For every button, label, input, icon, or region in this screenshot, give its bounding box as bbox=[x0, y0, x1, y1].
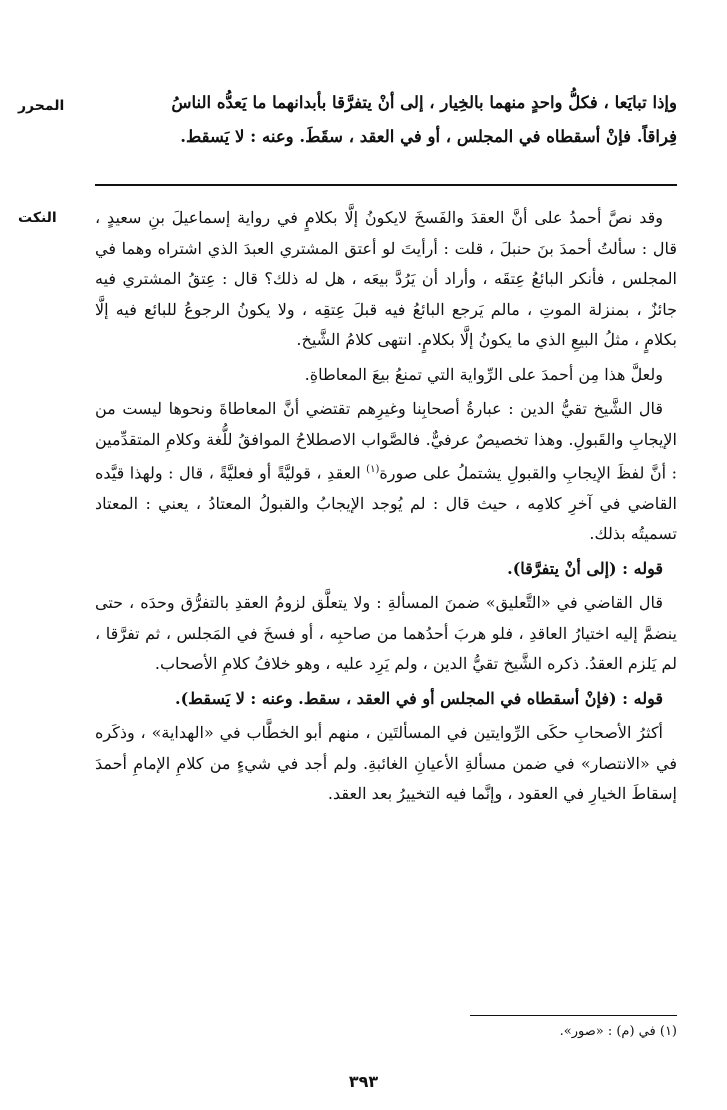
paragraph bbox=[95, 394, 677, 550]
margin-label-muharrar: المحرر bbox=[18, 98, 65, 114]
commentary-text bbox=[95, 203, 677, 810]
quote-heading: قوله : (فإنْ أسقطاه في المجلس أو في العقد ، سقط. وعنه : لا يَسقط). bbox=[175, 688, 663, 708]
paragraph-text: قال الشَّيخ تقيُّ الدين : عبارةُ أصحابِنا وغيرِهم تقتضي أنَّ المعاطاةَ ونحوها ليست من الإيجابِ والقَبولِ. وهذا تخصيصٌ عرفيٌّ. فالصَّواب الاصطلاحُ الموافقُ للُّغة وكلامِ المتقدِّمين : أنَّ لفظَ الإيجابِ والقبولِ يشتملُ على صورة bbox=[95, 399, 677, 483]
paragraph: ولعلَّ هذا مِن أحمدَ على الرِّواية التي تمنعُ بيعَ المعاطاةِ. bbox=[304, 364, 663, 384]
section-divider bbox=[95, 184, 677, 186]
matn-text bbox=[95, 86, 677, 154]
matn-line: فِراقاً. فإنْ أسقطاه في المجلس ، أو في العقد ، سقَطَ. وعنه : لا يَسقط. bbox=[180, 127, 677, 146]
paragraph: أكثرُ الأصحابِ حكَى الرِّوايتين في المسألتَين ، منهم أبو الخطَّاب في «الهداية» ، وذكَره في «الانتصار» في ضمن مسألةِ الأعيانِ الغائبةِ. ولم أجد في شيءٍ من كلامِ الإمامِ أحمدَ إسقاطَ الخيارِ في العقود ، وإنَّما فيه التخييرُ بعد العقد. bbox=[95, 723, 678, 804]
quote-heading: قوله : (إلى أنْ يتفرَّقا). bbox=[507, 558, 663, 578]
page-number: ٣٩٣ bbox=[348, 1072, 379, 1091]
matn-line: وإذا تبايَعا ، فكلُّ واحدٍ منهما بالخِيار ، إلى أنْ يتفرَّقا بأبدانهما ما يَعدُّه الناسُ bbox=[171, 93, 677, 112]
paragraph: وقد نصَّ أحمدُ على أنَّ العقدَ والفَسخَ لايكونُ إلَّا بكلامٍ في رواية إسماعيلَ بنِ سعيدٍ ، قال : سألتُ أحمدَ بنَ حنبلَ ، قلت : أرأيتَ لو أعتق المشتري العبدَ الذي اشتراه وهما في المجلس ، فأنكر البائعُ عِتقَه ، وأراد أن يَرُدَّ بيعَه ، هل له ذلك؟ قال : عِتقُ المشتري فيه جائزٌ ، بمنزلة الموتِ ، مالم يَرجع البائعُ فيه قبلَ عِتقِه ، ولا يكونُ الرجوعُ للبائع فيه إلَّا بكلامٍ ، مثلُ البيعِ الذي ما يكونُ إلَّا بكلامٍ. انتهى كلامُ الشَّيخ. bbox=[95, 208, 677, 349]
footnote-marker: (١) bbox=[366, 464, 380, 475]
paragraph-text: العقدِ ، قوليَّةً أو فعليَّةً ، قال : ولهذا قيَّده القاضي في آخرِ كلامِه ، حيث قال : لم يُوجد الإيجابُ والقبولُ المعتادُ ، يعني : المعتاد تسميتُه بذلك. bbox=[95, 463, 677, 544]
margin-label-nukat: النكت bbox=[18, 210, 57, 226]
footnote-divider bbox=[470, 1015, 677, 1016]
footnote: (١) في (م) : «صور». bbox=[559, 1024, 677, 1039]
paragraph: قال القاضي في «التَّعليق» ضمنَ المسألةِ : ولا يتعلَّق لزومُ العقدِ بالتفرُّق وحدَه ، حتى ينضمَّ إليه اختيارُ العاقدِ ، فلو هربَ أحدُهما من صاحبِه ، أو فسخَ في المَجلس ، ثم تفرَّقا ، لم يَلزم العقدُ. ذكره الشَّيخ تقيُّ الدين ، ولم يَرِد عليه ، وهو خلافُ كلامِ الأصحاب. bbox=[95, 593, 677, 674]
